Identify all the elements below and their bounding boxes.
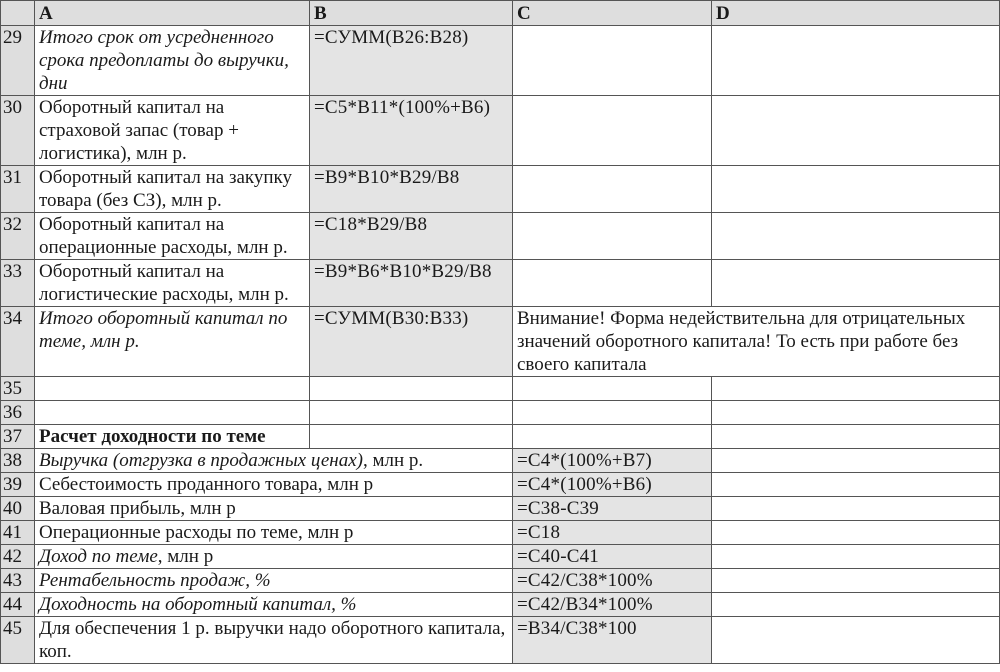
cell-d32[interactable]	[712, 213, 1000, 260]
row-number[interactable]: 44	[1, 593, 35, 617]
table-row	[1, 260, 1000, 307]
row-number[interactable]: 43	[1, 569, 35, 593]
row-number[interactable]: 34	[1, 307, 35, 377]
cell-d38[interactable]	[712, 449, 1000, 473]
table-row	[1, 166, 1000, 213]
cell-d43[interactable]	[712, 569, 1000, 593]
cell-a29[interactable]: Итого срок от усредненного срока предоплаты до выручки, дни	[35, 26, 310, 96]
cell-b35[interactable]	[310, 377, 513, 401]
cell-a31[interactable]: Оборотный капитал на закупку товара (без СЗ), млн р.	[35, 166, 310, 213]
table-row	[1, 307, 1000, 377]
table-row	[1, 26, 1000, 96]
row-number[interactable]: 37	[1, 425, 35, 449]
corner-cell[interactable]	[1, 1, 35, 26]
cell-c34-warning[interactable]: Внимание! Форма недействительна для отрицательных значений оборотного капитала! То есть при работе без своего капитала	[513, 307, 1000, 377]
cell-a33[interactable]: Оборотный капитал на логистические расходы, млн р.	[35, 260, 310, 307]
cell-a34[interactable]: Итого оборотный капитал по теме, млн р.	[35, 307, 310, 377]
cell-d45[interactable]	[712, 617, 1000, 664]
cell-a37[interactable]: Расчет доходности по теме	[35, 425, 310, 449]
table-row	[1, 401, 1000, 425]
cell-a36[interactable]	[35, 401, 310, 425]
row-number[interactable]: 35	[1, 377, 35, 401]
cell-d44[interactable]	[712, 593, 1000, 617]
column-header-c[interactable]: C	[513, 1, 712, 26]
table-row	[1, 96, 1000, 166]
row-number[interactable]: 41	[1, 521, 35, 545]
cell-a39[interactable]: Себестоимость проданного товара, млн р	[35, 473, 513, 497]
row-number[interactable]: 30	[1, 96, 35, 166]
cell-a45[interactable]: Для обеспечения 1 р. выручки надо оборотного капитала, коп.	[35, 617, 513, 664]
cell-c31[interactable]	[513, 166, 712, 213]
cell-b32[interactable]: =C18*B29/B8	[310, 213, 513, 260]
row-number[interactable]: 39	[1, 473, 35, 497]
cell-c43[interactable]: =C42/C38*100%	[513, 569, 712, 593]
cell-c39[interactable]: =C4*(100%+B6)	[513, 473, 712, 497]
cell-d31[interactable]	[712, 166, 1000, 213]
row-number[interactable]: 42	[1, 545, 35, 569]
cell-c45[interactable]: =B34/C38*100	[513, 617, 712, 664]
cell-d42[interactable]	[712, 545, 1000, 569]
cell-c37[interactable]	[513, 425, 712, 449]
cell-b29[interactable]: =СУММ(B26:B28)	[310, 26, 513, 96]
cell-c32[interactable]	[513, 213, 712, 260]
cell-a43[interactable]: Рентабельность продаж, %	[35, 569, 513, 593]
row-number[interactable]: 33	[1, 260, 35, 307]
cell-c38[interactable]: =C4*(100%+B7)	[513, 449, 712, 473]
table-row	[1, 617, 1000, 664]
table-row	[1, 377, 1000, 401]
cell-d30[interactable]	[712, 96, 1000, 166]
cell-a35[interactable]	[35, 377, 310, 401]
cell-a30[interactable]: Оборотный капитал на страховой запас (товар + логистика), млн р.	[35, 96, 310, 166]
table-row	[1, 425, 1000, 449]
table-row	[1, 449, 1000, 473]
cell-d33[interactable]	[712, 260, 1000, 307]
cell-b30[interactable]: =C5*B11*(100%+B6)	[310, 96, 513, 166]
table-row	[1, 213, 1000, 260]
cell-b37[interactable]	[310, 425, 513, 449]
cell-d37[interactable]	[712, 425, 1000, 449]
cell-c35[interactable]	[513, 377, 712, 401]
cell-a41[interactable]: Операционные расходы по теме, млн р	[35, 521, 513, 545]
table-row	[1, 473, 1000, 497]
column-header-row	[1, 1, 1000, 26]
cell-c42[interactable]: =C40-C41	[513, 545, 712, 569]
row-number[interactable]: 38	[1, 449, 35, 473]
table-row	[1, 593, 1000, 617]
table-row	[1, 497, 1000, 521]
cell-a42[interactable]	[35, 545, 513, 569]
row-number[interactable]: 32	[1, 213, 35, 260]
row-number[interactable]: 29	[1, 26, 35, 96]
cell-d36[interactable]	[712, 401, 1000, 425]
cell-c29[interactable]	[513, 26, 712, 96]
cell-a38[interactable]	[35, 449, 513, 473]
row-number[interactable]: 45	[1, 617, 35, 664]
a42-italic-text: Доход по теме	[39, 546, 158, 567]
cell-b36[interactable]	[310, 401, 513, 425]
cell-a44[interactable]: Доходность на оборотный капитал, %	[35, 593, 513, 617]
cell-c44[interactable]: =C42/B34*100%	[513, 593, 712, 617]
cell-b31[interactable]: =B9*B10*B29/B8	[310, 166, 513, 213]
row-number[interactable]: 31	[1, 166, 35, 213]
cell-c40[interactable]: =C38-C39	[513, 497, 712, 521]
cell-a40[interactable]: Валовая прибыль, млн р	[35, 497, 513, 521]
cell-b33[interactable]: =B9*B6*B10*B29/B8	[310, 260, 513, 307]
row-number[interactable]: 36	[1, 401, 35, 425]
cell-b34[interactable]: =СУММ(B30:B33)	[310, 307, 513, 377]
table-row	[1, 521, 1000, 545]
column-header-a[interactable]: A	[35, 1, 310, 26]
a42-suffix: , млн р	[157, 546, 214, 567]
a38-suffix: , млн р.	[362, 450, 424, 471]
cell-d40[interactable]	[712, 497, 1000, 521]
table-row	[1, 545, 1000, 569]
table-row	[1, 569, 1000, 593]
row-number[interactable]: 40	[1, 497, 35, 521]
cell-c30[interactable]	[513, 96, 712, 166]
cell-c36[interactable]	[513, 401, 712, 425]
cell-c41[interactable]: =C18	[513, 521, 712, 545]
column-header-d[interactable]: D	[712, 1, 1000, 26]
a38-italic-text: Выручка (отгрузка в продажных ценах)	[39, 450, 363, 471]
cell-a32[interactable]: Оборотный капитал на операционные расходы, млн р.	[35, 213, 310, 260]
column-header-b[interactable]: B	[310, 1, 513, 26]
cell-d41[interactable]	[712, 521, 1000, 545]
cell-d39[interactable]	[712, 473, 1000, 497]
cell-d35[interactable]	[712, 377, 1000, 401]
cell-d29[interactable]	[712, 26, 1000, 96]
cell-c33[interactable]	[513, 260, 712, 307]
